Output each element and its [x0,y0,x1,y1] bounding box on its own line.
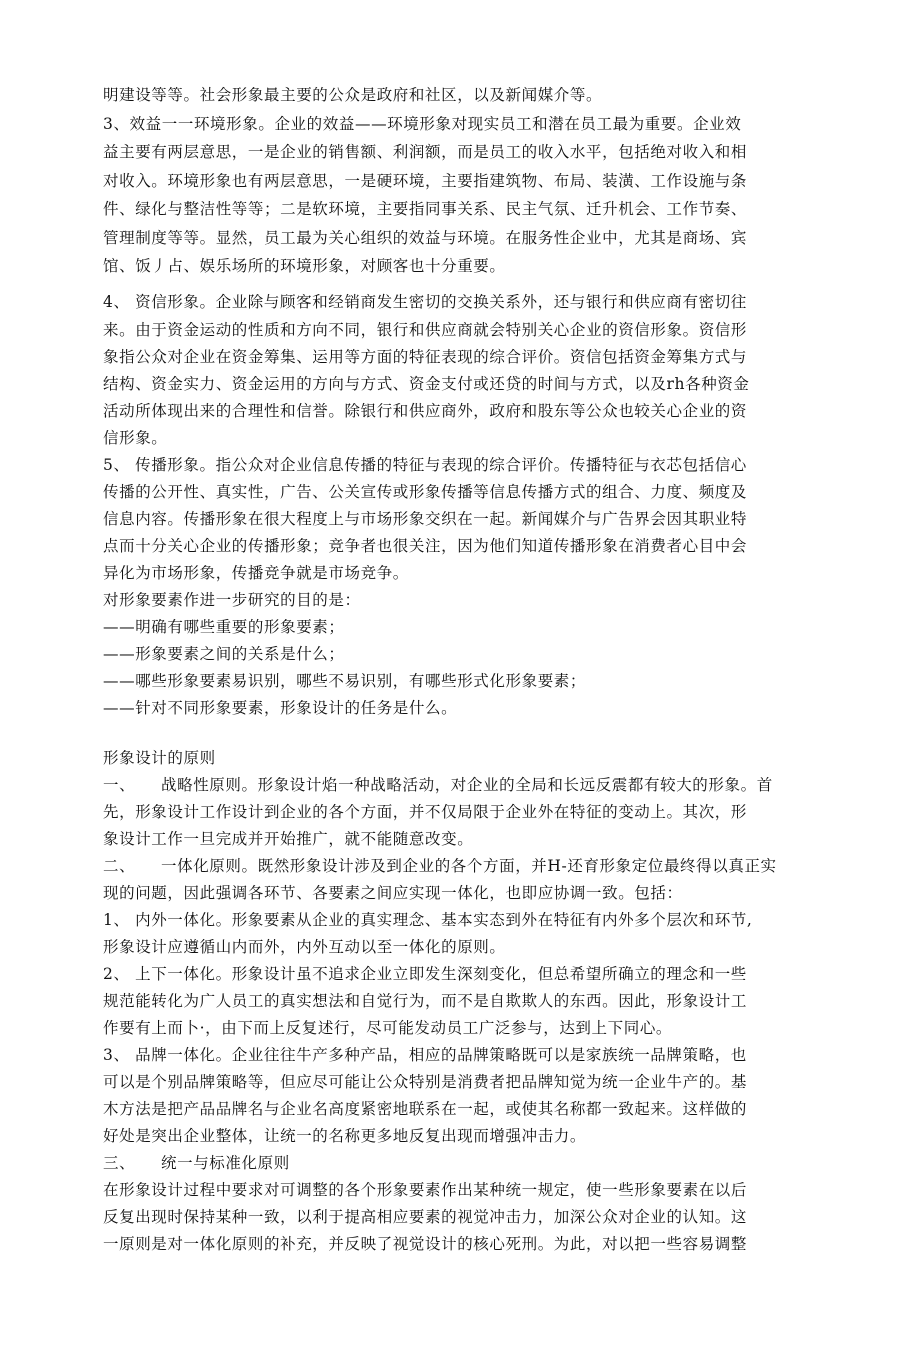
text-line: 点而十分关心企业的传播形象；竞争者也很关注，因为他们知道传播形象在消费者心目中会 [103,537,748,555]
principle-line [103,778,773,794]
text-line: 现的问题，因此强调各环节、各要素之间应实现一体化，也即应协调一致。包括： [103,884,683,902]
principle-line [103,1156,290,1172]
list-item: ——明确有哪些重要的形象要素； [103,618,345,636]
principle-text: 战略性原则。形象设计焰一种战略活动，对企业的全局和长远反震都有较大的形象。首 [161,776,773,794]
principle-number: 一、 [103,776,136,794]
text-line: 明建设等等。社会形象最主要的公众是政府和社区，以及新闻媒介等。 [103,86,603,104]
principle-line [103,859,777,875]
principle-number: 三、 [103,1154,136,1172]
text-line: 1、 内外一体化。形象要素从企业的真实理念、基本实态到外在特征有内外多个层次和环节, [103,911,753,929]
principle-text: 一体化原则。既然形象设计涉及到企业的各个方面，并H-还育形象定位最终得以真正实 [161,857,777,875]
text-line: 象指公众对企业在资金筹集、运用等方面的特征表现的综合评价。资信包括资金筹集方式与 [103,348,748,366]
section-heading: 形象设计的原则 [103,749,216,767]
text-line: 2、 上下一体化。形象设计虽不追求企业立即发生深刻变化，但总希望所确立的理念和一些 [103,965,747,983]
text-line: 馆、饭丿占、娱乐场所的环境形象，对顾客也十分重要。 [103,257,506,275]
text-line: 作要有上而卜·，由下而上反复述行，尽可能发动员工广泛参与，达到上下同心。 [103,1019,673,1037]
text-line: 活动所体现出来的合理性和信誉。除银行和供应商外，政府和股东等公众也较关心企业的资 [103,402,748,420]
text-line: 象设计工作一旦完成并开始推广，就不能随意改变。 [103,830,474,848]
text-line: 形象设计应遵循山内而外，内外互动以至一体化的原则。 [103,938,506,956]
text-line: 5、 传播形象。指公众对企业信息传播的特征与表现的综合评价。传播特征与衣芯包括信心 [103,456,747,474]
text-line: 来。由于资金运动的性质和方向不同，银行和供应商就会特别关心企业的资信形象。资信形 [103,321,748,339]
text-line: 先，形象设计工作设计到企业的各个方面，并不仅局限于企业外在特征的变动上。其次，形 [103,803,748,821]
text-line: 4、 资信形象。企业除与顾客和经销商发生密切的交换关系外，还与银行和供应商有密切往 [103,293,747,311]
text-line: 木方法是把产品品牌名与企业名高度紧密地联系在一起，或使其名称都一致起来。这样做的 [103,1100,748,1118]
text-line: 益主要有两层意思，一是企业的销售额、利润额，而是员工的收入水平，包括绝对收入和相 [103,143,748,161]
text-line: 3、 品牌一体化。企业往往牛产多种产品，相应的品牌策略既可以是家族统一品牌策略，也 [103,1046,747,1064]
text-line: 件、绿化与整洁性等等；二是软环境，主要指同事关系、民主气氛、迁升机会、工作节奏、 [103,200,748,218]
list-item: ——针对不同形象要素，形象设计的任务是什么。 [103,699,458,717]
text-line: 对收入。环境形象也有两层意思，一是硬环境，主要指建筑物、布局、装潢、工作设施与条 [103,172,748,190]
principle-text: 统一与标准化原则 [161,1154,290,1172]
text-line: 3、效益一一环境形象。企业的效益——环境形象对现实员工和潜在员工最为重要。企业效 [103,115,742,133]
text-line: 传播的公开性、真实性，广告、公关宣传或形象传播等信息传播方式的组合、力度、频度及 [103,483,748,501]
text-line: 异化为市场形象，传播竞争就是市场竞争。 [103,564,409,582]
text-line: 结构、资金实力、资金运用的方向与方式、资金支付或还贷的时间与方式，以及rh各种资金 [103,375,750,393]
list-item: ——形象要素之间的关系是什么； [103,645,345,663]
text-line: 在形象设计过程中要求对可调整的各个形象要素作出某种统一规定，使一些形象要素在以后 [103,1181,748,1199]
list-item: ——哪些形象要素易识别，哪些不易识别，有哪些形式化形象要素； [103,672,587,690]
text-line: 管理制度等等。显然，员工最为关心组织的效益与环境。在服务性企业中，尤其是商场、宾 [103,229,748,247]
text-line: 信息内容。传播形象在很大程度上与市场形象交织在一起。新闻媒介与广告界会因其职业特 [103,510,748,528]
text-line: 对形象要素作进一步研究的目的是： [103,591,361,609]
text-line: 规范能转化为广人员工的真实想法和自觉行为，而不是自欺欺人的东西。因此，形象设计工 [103,992,748,1010]
principle-number: 二、 [103,857,136,875]
text-line: 反复出现时保持某种一致，以利于提高相应要素的视觉冲击力，加深公众对企业的认知。这 [103,1208,748,1226]
text-line: 信形象。 [103,429,168,447]
text-line: 一原则是对一体化原则的补充，并反映了视觉设计的核心死刑。为此，对以把一些容易调整 [103,1235,748,1253]
text-line: 可以是个别品牌策略等，但应尽可能让公众特别是消费者把品牌知觉为统一企业牛产的。基 [103,1073,748,1091]
text-line: 好处是突出企业整体，让统一的名称更多地反复出现而增强冲击力。 [103,1127,587,1145]
